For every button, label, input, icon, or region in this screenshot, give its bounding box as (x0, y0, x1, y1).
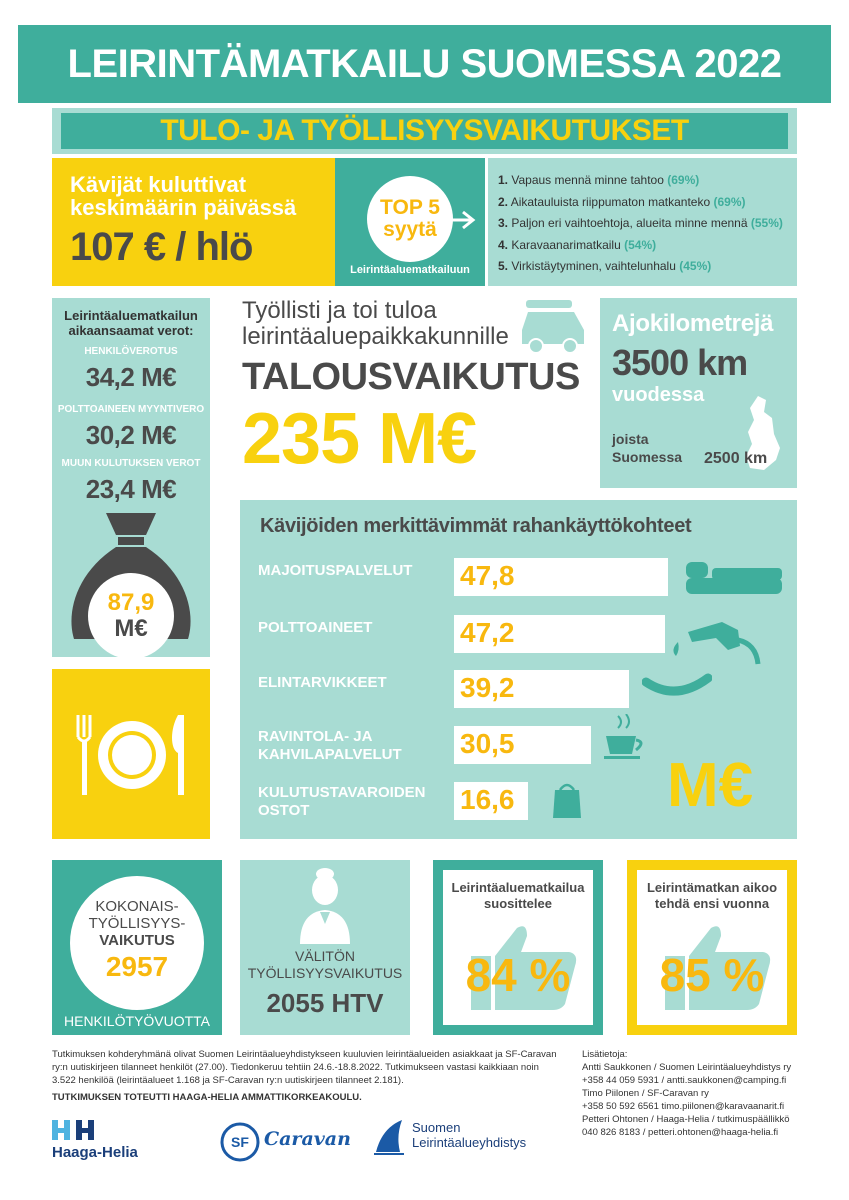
haaga-helia-logo (52, 1118, 138, 1161)
reason-pct: (69%) (667, 173, 700, 187)
km-domestic-line1: joista (612, 431, 649, 447)
employment-line1: KOKONAIS- (95, 898, 179, 915)
reason-num: 5. (498, 259, 509, 273)
haaga-helia-name: Haaga-Helia (52, 1144, 138, 1161)
tax-value: 30,2 M€ (85, 420, 177, 450)
reason-text: Aikatauluista riippumaton matkanteko (510, 194, 711, 209)
employment-line3: VAIKUTUS (99, 932, 175, 949)
page-subtitle: TULO- JA TYÖLLISYYSVAIKUTUKSET (160, 114, 689, 147)
economic-intro (242, 298, 509, 350)
plan-card (637, 870, 787, 1025)
category-label-line: MAJOITUSPALVELUT (258, 562, 413, 579)
top5-badge-line2: syytä (383, 218, 437, 241)
bar-value-label: 47,2 (460, 617, 515, 648)
km-domestic-value: 2500 km (704, 450, 768, 467)
top5-badge-line1: TOP 5 (380, 196, 440, 219)
employment-unit: HENKILÖTYÖVUOTTA (64, 1013, 210, 1029)
reason-text: Paljon eri vaihtoehtoja, alueita minne mennä (511, 216, 748, 230)
reason-pct: (45%) (679, 259, 712, 273)
km-domestic-label (612, 430, 682, 466)
reason-num: 2. (498, 194, 509, 209)
food-panel (52, 669, 210, 839)
sf-caravan-logo (220, 1122, 351, 1167)
person-icon (298, 866, 352, 944)
reason-pct: (69%) (713, 194, 746, 209)
shopping-bag-icon (552, 780, 582, 820)
direct-line1: VÄLITÖN (295, 948, 355, 964)
contact-line: 040 826 8183 / petteri.ohtonen@haaga-helia.fi (582, 1127, 779, 1138)
reason-num: 3. (498, 216, 509, 230)
category-label-line: KULUTUSTAVAROIDEN (258, 784, 426, 801)
daily-spend-label-2: keskimäärin päivässä (70, 195, 297, 220)
contacts (582, 1048, 812, 1139)
reason-text: Karavaanarimatkailu (511, 237, 621, 252)
bar (454, 726, 591, 764)
category-label (258, 784, 426, 820)
chart-unit: M€ (667, 751, 754, 820)
km-period: vuodessa (612, 384, 705, 406)
leirintaalueyhdistys-logo (372, 1118, 527, 1161)
economic-heading: TALOUSVAIKUTUS (242, 356, 580, 398)
title-banner (18, 25, 831, 103)
category-label-line: RAVINTOLA- JA (258, 728, 373, 745)
total-employment-badge (70, 876, 204, 1010)
recommend-value: 84 % (465, 949, 571, 1001)
economic-value: 235 M€ (242, 399, 477, 479)
top5-caption: Leirintäaluematkailuun (350, 264, 470, 276)
tax-total-unit: M€ (114, 615, 148, 642)
reason-pct: (55%) (750, 216, 783, 230)
economic-intro-line1: Työllisti ja toi tuloa (242, 297, 437, 324)
contact-line: +358 44 059 5931 / antti.saukkonen@camping.fi (582, 1075, 787, 1086)
reason-text: Vapaus mennä minne tahtoo (511, 173, 664, 187)
page-title: LEIRINTÄMATKAILU SUOMESSA 2022 (67, 41, 782, 86)
tax-value: 34,2 M€ (85, 362, 177, 392)
arrow-right-icon (451, 208, 481, 232)
reason-pct: (54%) (624, 237, 657, 252)
spending-chart (240, 500, 797, 839)
subtitle-inner (61, 113, 788, 149)
fuel-nozzle-icon (670, 610, 770, 666)
leirintaalueyhdistys-name (412, 1120, 526, 1150)
bar-value-label: 16,6 (460, 784, 515, 815)
employment-value: 2957 (105, 951, 169, 982)
tax-label: POLTTOAINEEN MYYNTIVERO (57, 404, 205, 415)
top5-panel (335, 158, 485, 286)
category-label-line: ELINTARVIKKEET (258, 674, 387, 691)
economic-intro-line2: leirintäaluepaikkakunnille (242, 323, 509, 350)
bar-value-label: 30,5 (460, 728, 515, 759)
bar (454, 558, 668, 596)
category-label-line: POLTTOAINEET (258, 619, 373, 636)
bar-value-label: 39,2 (460, 672, 515, 703)
sf-badge-icon (220, 1122, 260, 1162)
recommend-line1: Leirintäaluematkailua (451, 880, 585, 895)
contact-line: +358 50 592 6561 timo.piilonen@karavaanarit.fi (582, 1101, 785, 1112)
recommend-label (443, 880, 593, 912)
sl-name-line2: Leirintäalueyhdistys (412, 1135, 527, 1150)
recommend-line2: suosittelee (484, 896, 552, 911)
category-label (258, 674, 387, 692)
haaga-helia-mark-icon (52, 1118, 104, 1142)
economic-impact-panel (230, 298, 595, 488)
plan-label (637, 880, 787, 912)
reason-item (498, 192, 787, 214)
total-employment-panel (52, 860, 222, 1035)
sausage-icon (642, 672, 712, 702)
bar (454, 670, 629, 708)
employment-line2: TYÖLLISYYS- (88, 915, 186, 932)
category-label (258, 619, 372, 637)
plan-line1: Leirintämatkan aikoo (646, 880, 778, 895)
recommend-card (443, 870, 593, 1025)
reasons-panel (488, 158, 797, 286)
category-label-line: KAHVILAPALVELUT (258, 746, 402, 763)
car-icon (520, 300, 590, 354)
footnote-made-by: TUTKIMUKSEN TOTEUTTI HAAGA-HELIA AMMATTIKORKEAKOULU. (52, 1092, 362, 1103)
reason-item (498, 170, 787, 192)
reason-item (498, 256, 787, 278)
bar (454, 782, 528, 820)
reason-num: 4. (498, 237, 509, 252)
footnote (52, 1048, 562, 1104)
taxes-header (52, 308, 210, 338)
contact-line: Petteri Ohtonen / Haaga-Helia / tutkimuspäällikkö (582, 1114, 790, 1125)
direct-value: 2055 HTV (266, 988, 384, 1018)
sf-badge-text: SF (231, 1134, 249, 1150)
category-label (258, 562, 412, 580)
bar-value-label: 47,8 (460, 560, 515, 591)
direct-label (240, 948, 410, 982)
subtitle-banner (52, 108, 797, 154)
direct-line2: TYÖLLISYYSVAIKUTUS (247, 965, 403, 981)
tax-total-value: 87,9 (107, 589, 155, 616)
kilometres-panel (600, 298, 797, 488)
plate-cutlery-icon (74, 713, 190, 799)
chart-title: Kävijöiden merkittävimmät rahankäyttökohteet (260, 515, 692, 537)
camping-finland-mark-icon (372, 1118, 406, 1156)
footnote-text: Tutkimuksen kohderyhmänä olivat Suomen Leirintäalueyhdistykseen kuuluvien leirintäalueiden asiakkaat ja SF-Caravan ry:n uutiskirjeen tilanneet henkilöt (27.00). Tiedonkeruu tehtiin 24.6.-18.8.2022. Tutkimukseen vastasi kaikkiaan noin 3.522 henkilöä (leirintäalueet 1.168 ja SF-Caravan ry:n uutiskirjeen tilanneet 2.181). (52, 1049, 557, 1086)
tax-total-badge (88, 573, 174, 659)
tax-label: MUUN KULUTUKSEN VEROT (61, 458, 201, 469)
reason-item (498, 235, 787, 257)
bar (454, 615, 665, 653)
category-label-line: OSTOT (258, 802, 310, 819)
km-title: Ajokilometrejä (612, 310, 774, 337)
contact-line: Timo Piilonen / SF-Caravan ry (582, 1088, 709, 1099)
tax-value: 23,4 M€ (85, 474, 177, 504)
coffee-cup-icon (604, 714, 648, 762)
daily-spend-value: 107 € / hlö (70, 225, 253, 269)
plan-line2: tehdä ensi vuonna (654, 896, 770, 911)
sf-caravan-name: Caravan (264, 1128, 351, 1150)
taxes-panel (52, 298, 210, 657)
sl-name-line1: Suomen (412, 1120, 461, 1135)
plan-panel (627, 860, 797, 1035)
daily-spend-panel (52, 158, 335, 286)
recommend-panel (433, 860, 603, 1035)
km-value: 3500 km (612, 342, 748, 383)
contact-line: Antti Saukkonen / Suomen Leirintäalueyhdistys ry (582, 1062, 792, 1073)
reason-item (498, 213, 787, 235)
contacts-heading: Lisätietoja: (582, 1049, 628, 1060)
daily-spend-label-1: Kävijät kuluttivat (70, 172, 247, 197)
bed-icon (686, 558, 786, 598)
reason-num: 1. (498, 173, 509, 187)
taxes-header-line2: aikaansaamat verot: (68, 323, 194, 338)
direct-employment-panel (240, 860, 410, 1035)
category-label (258, 728, 402, 764)
tax-label: HENKILÖVEROTUS (84, 346, 178, 357)
reason-text: Virkistäytyminen, vaihtelunhalu (511, 259, 676, 273)
taxes-header-line1: Leirintäaluematkailun (64, 308, 198, 323)
km-domestic-line2: Suomessa (612, 449, 683, 465)
top5-badge (367, 176, 453, 262)
plan-value: 85 % (659, 949, 765, 1001)
